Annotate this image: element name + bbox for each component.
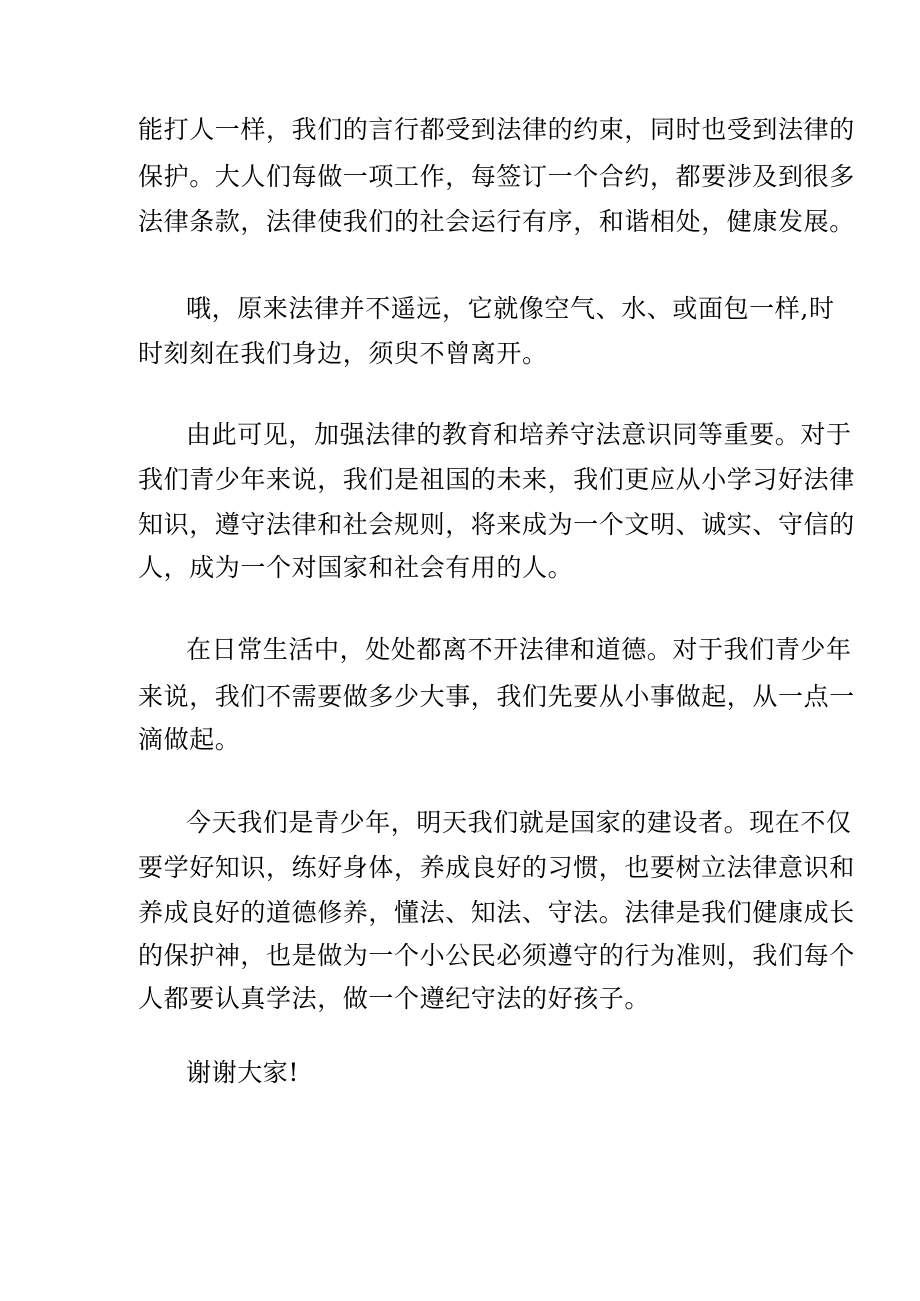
paragraph-5-line-1: 今天我们是青少年，明天我们就是国家的建设者。现在不仅 [186, 808, 852, 837]
paragraph-4-line-3: 滴做起。 [138, 725, 241, 754]
paragraph-2-line-1: 哦，原来法律并不遥远，它就像空气、水、或面包一样,时 [186, 294, 835, 323]
paragraph-3-line-2: 我们青少年来说，我们是祖国的未来，我们更应从小学习好法律 [138, 465, 855, 494]
paragraph-5-line-4: 的保护神，也是做为一个小公民必须遵守的行为准则，我们每个 [138, 941, 855, 970]
paragraph-1-line-1: 能打人一样，我们的言行都受到法律的约束，同时也受到法律的 [138, 115, 855, 144]
paragraph-1-line-3: 法律条款，法律使我们的社会运行有序，和谐相处，健康发展。 [138, 207, 855, 236]
paragraph-5-line-2: 要学好知识，练好身体，养成良好的习惯，也要树立法律意识和 [138, 853, 855, 882]
paragraph-3-line-1: 由此可见，加强法律的教育和培养守法意识同等重要。对于 [186, 420, 852, 449]
paragraph-3-line-4: 人，成为一个对国家和社会有用的人。 [138, 553, 574, 582]
paragraph-4-line-2: 来说，我们不需要做多少大事，我们先要从小事做起，从一点一 [138, 682, 855, 711]
paragraph-4-line-1: 在日常生活中，处处都离不开法律和道德。对于我们青少年 [186, 635, 852, 664]
paragraph-5-line-3: 养成良好的道德修养，懂法、知法、守法。法律是我们健康成长 [138, 898, 855, 927]
paragraph-5-line-5: 人都要认真学法，做一个遵纪守法的好孩子。 [138, 984, 651, 1013]
paragraph-6-line-1: 谢谢大家! [186, 1058, 300, 1087]
paragraph-3-line-3: 知识，遵守法律和社会规则，将来成为一个文明、诚实、守信的 [138, 510, 855, 539]
paragraph-2-line-2: 时刻刻在我们身边，须臾不曾离开。 [138, 339, 548, 368]
paragraph-1-line-2: 保护。大人们每做一项工作，每签订一个合约，都要涉及到很多 [138, 162, 855, 191]
